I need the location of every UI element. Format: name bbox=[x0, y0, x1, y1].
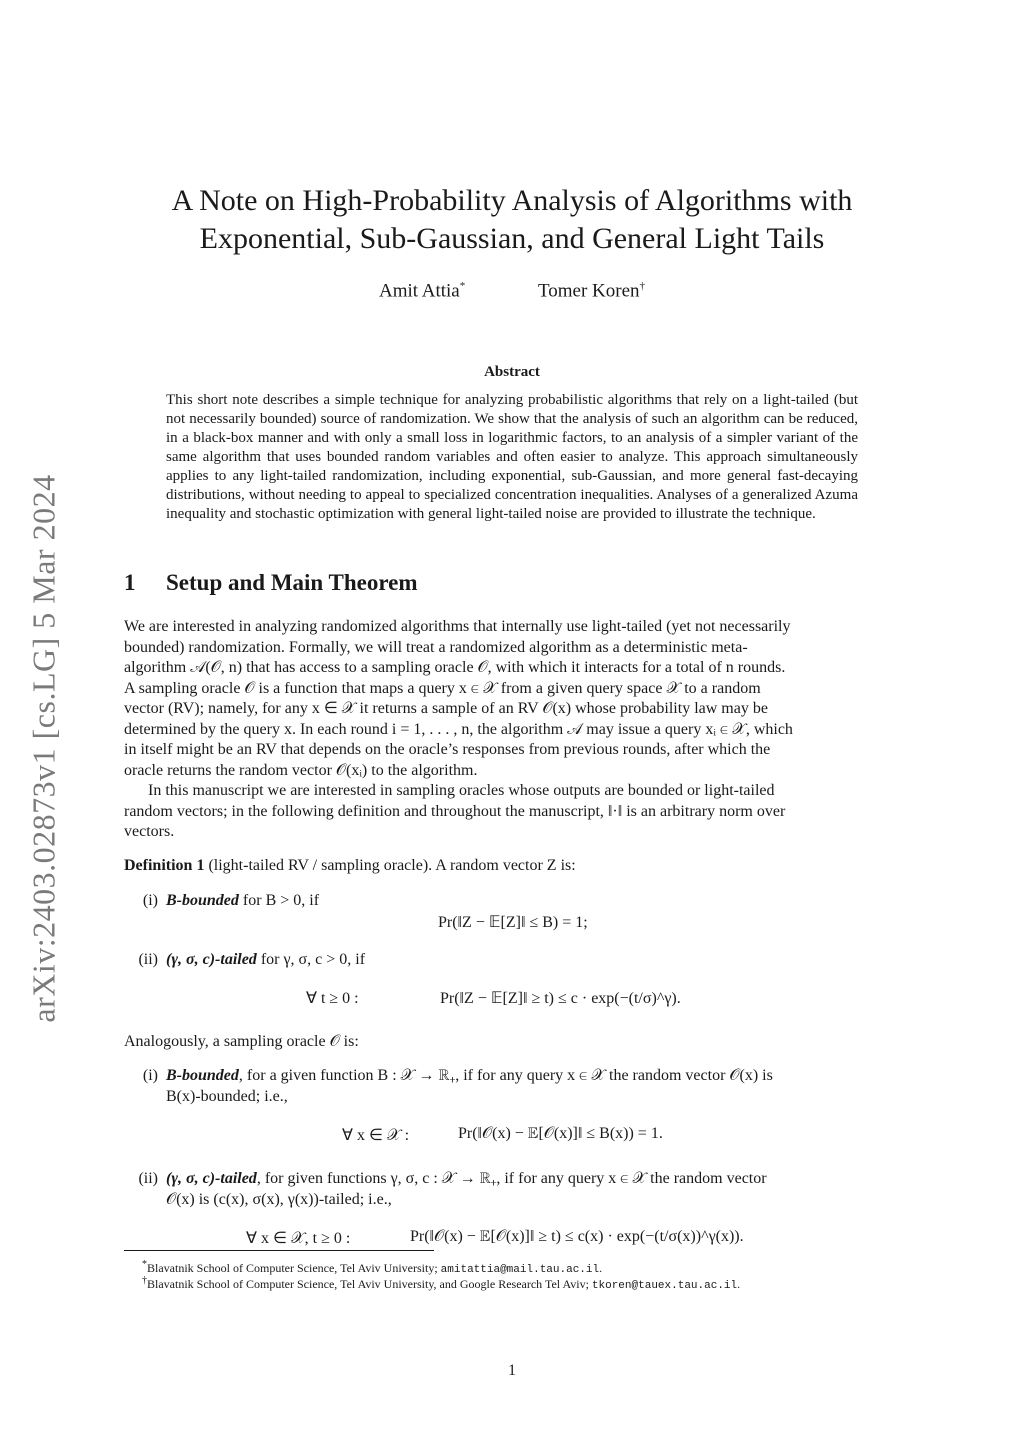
p1-line: vector (RV); namely, for any x ∈ 𝒳 it returns a sample of an RV 𝒪(x) whose probability law may be bbox=[124, 700, 768, 717]
section-number: 1 bbox=[124, 570, 136, 595]
oracle-item-2-equation: Pr(‖𝒪(x) − 𝔼[𝒪(x)]‖ ≥ t) ≤ c(x) · exp(−(t/σ(x))^γ(x)). bbox=[410, 1228, 744, 1245]
oracle-item-1-quantifier: ∀ x ∈ 𝒳 : bbox=[342, 1127, 410, 1144]
paragraph-2 bbox=[124, 781, 900, 843]
definition-header bbox=[124, 856, 576, 876]
oracle-item-1-term: B-bounded bbox=[166, 1067, 239, 1084]
oracle-item-2-line1: , for given functions γ, σ, c : 𝒳 → ℝ₊, if for any query x ∈ 𝒳 the random vector bbox=[256, 1170, 767, 1187]
arxiv-identifier: arXiv:2403.02873v1 [cs.LG] 5 Mar 2024 bbox=[25, 473, 62, 1023]
definition-lead: A random vector Z is: bbox=[435, 857, 576, 874]
arxiv-sidebar bbox=[24, 456, 64, 1040]
p2-line: random vectors; in the following definition and throughout the manuscript, ‖·‖ is an arbitrary norm over bbox=[124, 802, 786, 820]
rv-item-1-text bbox=[166, 891, 319, 911]
analog-sentence: Analogously, a sampling oracle 𝒪 is: bbox=[124, 1033, 359, 1050]
rv-item-1-term: B-bounded bbox=[166, 892, 239, 909]
paper-title bbox=[124, 182, 900, 258]
p1-line: oracle returns the random vector 𝒪(xᵢ) to the algorithm. bbox=[124, 761, 478, 779]
footnote-1-email[interactable]: amitattia@mail.tau.ac.il bbox=[440, 1264, 600, 1276]
title-line-1: A Note on High-Probability Analysis of Algorithms with bbox=[171, 184, 853, 217]
oracle-item-1-line1: , for a given function B : 𝒳 → ℝ₊, if for any query x ∈ 𝒳 the random vector 𝒪(x) is bbox=[238, 1067, 773, 1084]
p1-line: We are interested in analyzing randomized algorithms that internally use light-tailed (yet not necessarily bbox=[124, 618, 791, 635]
paragraph-1 bbox=[124, 617, 900, 781]
author-2-mark: † bbox=[639, 280, 646, 292]
p1-line: bounded) randomization. Formally, we will treat a randomized algorithm as a deterministic meta- bbox=[124, 638, 748, 656]
p2-line: In this manuscript we are interested in sampling oracles whose outputs are bounded or light-tailed bbox=[148, 782, 775, 799]
definition-label: Definition 1 bbox=[124, 857, 205, 874]
p2-line: vectors. bbox=[124, 823, 175, 840]
oracle-item-1-label: (i) bbox=[142, 1067, 158, 1084]
footnote-rule bbox=[124, 1250, 434, 1251]
abstract-text: This short note describes a simple technique for analyzing probabilistic algorithms that rely on a light-tailed (but not necessarily bounded) source of randomization. We show that the analysis of such an algorithm can be reduced, in a black-box manner and with only a small loss in logarithmic factors, to an analysis of a simpler variant of the same algorithm that uses bounded random variables and often easier to analyze. This approach simultaneously applies to any light-tailed randomization, including exponential, sub-Gaussian, and more general fast-decaying distributions, without needing to appeal to specialized concentration inequalities. Analyses of a generalized Azuma inequality and stochastic optimization with general light-tailed noise are provided to illustrate the technique. bbox=[166, 392, 858, 522]
definition-title: (light-tailed RV / sampling oracle). bbox=[208, 857, 433, 874]
rv-item-2-text bbox=[166, 950, 365, 970]
rv-item-1-equation: Pr(‖Z − 𝔼[Z]‖ ≤ B) = 1; bbox=[438, 914, 588, 931]
author-2: Tomer Koren† bbox=[537, 280, 646, 302]
rv-item-1-label: (i) bbox=[142, 892, 158, 909]
section-title: Setup and Main Theorem bbox=[166, 570, 418, 595]
author-list bbox=[124, 280, 900, 302]
oracle-item-1-line2: B(x)-bounded; i.e., bbox=[166, 1087, 288, 1105]
rv-item-1-rest: for B > 0, if bbox=[238, 892, 320, 909]
p1-line: algorithm 𝒜(𝒪, n) that has access to a sampling oracle 𝒪, with which it interacts for a total of n rounds. bbox=[124, 659, 786, 676]
oracle-item-2-line2: 𝒪(x) is (c(x), σ(x), γ(x))-tailed; i.e., bbox=[166, 1190, 392, 1208]
p1-line: determined by the query x. In each round i = 1, . . . , n, the algorithm 𝒜 may issue a query xᵢ ∈ 𝒳, which bbox=[124, 720, 793, 738]
title-line-2: Exponential, Sub-Gaussian, and General Light Tails bbox=[199, 222, 825, 255]
p1-line: in itself might be an RV that depends on the oracle’s responses from previous rounds, after which the bbox=[124, 741, 771, 758]
rv-item-2-term: (γ, σ, c)-tailed bbox=[166, 951, 257, 968]
oracle-item-2-term: (γ, σ, c)-tailed bbox=[166, 1170, 257, 1187]
footnote-1: *Blavatnik School of Computer Science, Tel Aviv University; amitattia@mail.tau.ac.il. bbox=[142, 1259, 603, 1276]
footnote-2-email[interactable]: tkoren@tauex.tau.ac.il bbox=[591, 1280, 738, 1292]
rv-item-2-quantifier: ∀ t ≥ 0 : bbox=[306, 990, 359, 1007]
p1-line: A sampling oracle 𝒪 is a function that maps a query x ∈ 𝒳 from a given query space 𝒳 to a random bbox=[124, 679, 761, 697]
oracle-item-2-quantifier: ∀ x ∈ 𝒳, t ≥ 0 : bbox=[246, 1230, 351, 1247]
page-number: 1 bbox=[508, 1362, 516, 1379]
rv-item-2-rest: for γ, σ, c > 0, if bbox=[256, 951, 366, 968]
oracle-item-2-label: (ii) bbox=[138, 1170, 158, 1187]
author-1: Amit Attia* bbox=[378, 280, 466, 302]
rv-item-2-label: (ii) bbox=[138, 951, 158, 968]
footnote-2: †Blavatnik School of Computer Science, Tel Aviv University, and Google Research Tel Aviv; tkoren@tauex.tau.ac.il. bbox=[142, 1275, 741, 1292]
oracle-item-2-text bbox=[166, 1169, 900, 1210]
author-1-mark: * bbox=[459, 280, 466, 292]
section-heading bbox=[124, 570, 418, 596]
oracle-item-1-text bbox=[166, 1066, 900, 1107]
rv-item-2-equation: Pr(‖Z − 𝔼[Z]‖ ≥ t) ≤ c · exp(−(t/σ)^γ). bbox=[440, 990, 681, 1007]
oracle-item-1-equation: Pr(‖𝒪(x) − 𝔼[𝒪(x)]‖ ≤ B(x)) = 1. bbox=[458, 1125, 663, 1142]
abstract-heading: Abstract bbox=[484, 364, 540, 380]
